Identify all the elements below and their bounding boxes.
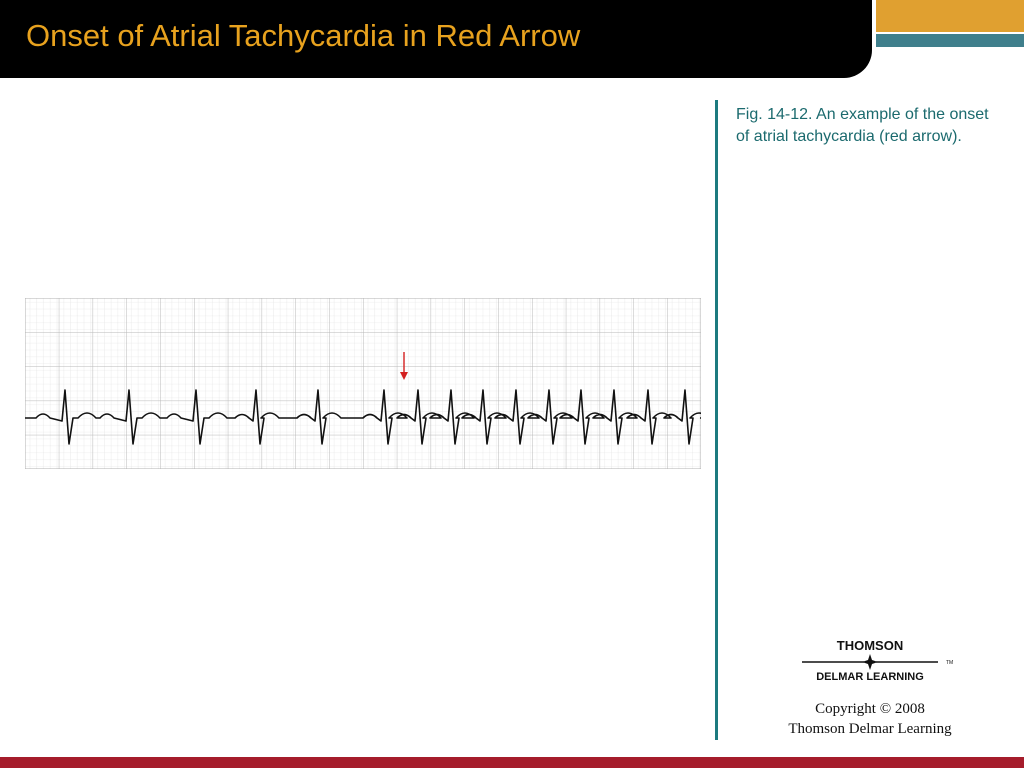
ecg-grid: [25, 298, 701, 469]
svg-text:THOMSON: THOMSON: [836, 638, 904, 653]
thomson-delmar-logo: [800, 638, 956, 684]
header-accent-teal: [876, 34, 1024, 47]
copyright-line-2: Thomson Delmar Learning: [788, 721, 952, 737]
header-accent-orange: [876, 0, 1024, 32]
copyright-notice: [760, 699, 980, 739]
slide-title: Onset of Atrial Tachycardia in Red Arrow: [26, 18, 581, 53]
figure-caption: Fig. 14-12. An example of the onset of atrial tachycardia (red arrow).: [736, 106, 989, 145]
ecg-rhythm-strip: [25, 298, 701, 469]
copyright-line-1: Copyright © 2008: [815, 701, 925, 717]
svg-text:TM: TM: [946, 660, 954, 666]
footer-bar: [0, 757, 1024, 768]
vertical-divider: [715, 100, 718, 740]
svg-text:DELMAR LEARNING: DELMAR LEARNING: [816, 671, 924, 683]
